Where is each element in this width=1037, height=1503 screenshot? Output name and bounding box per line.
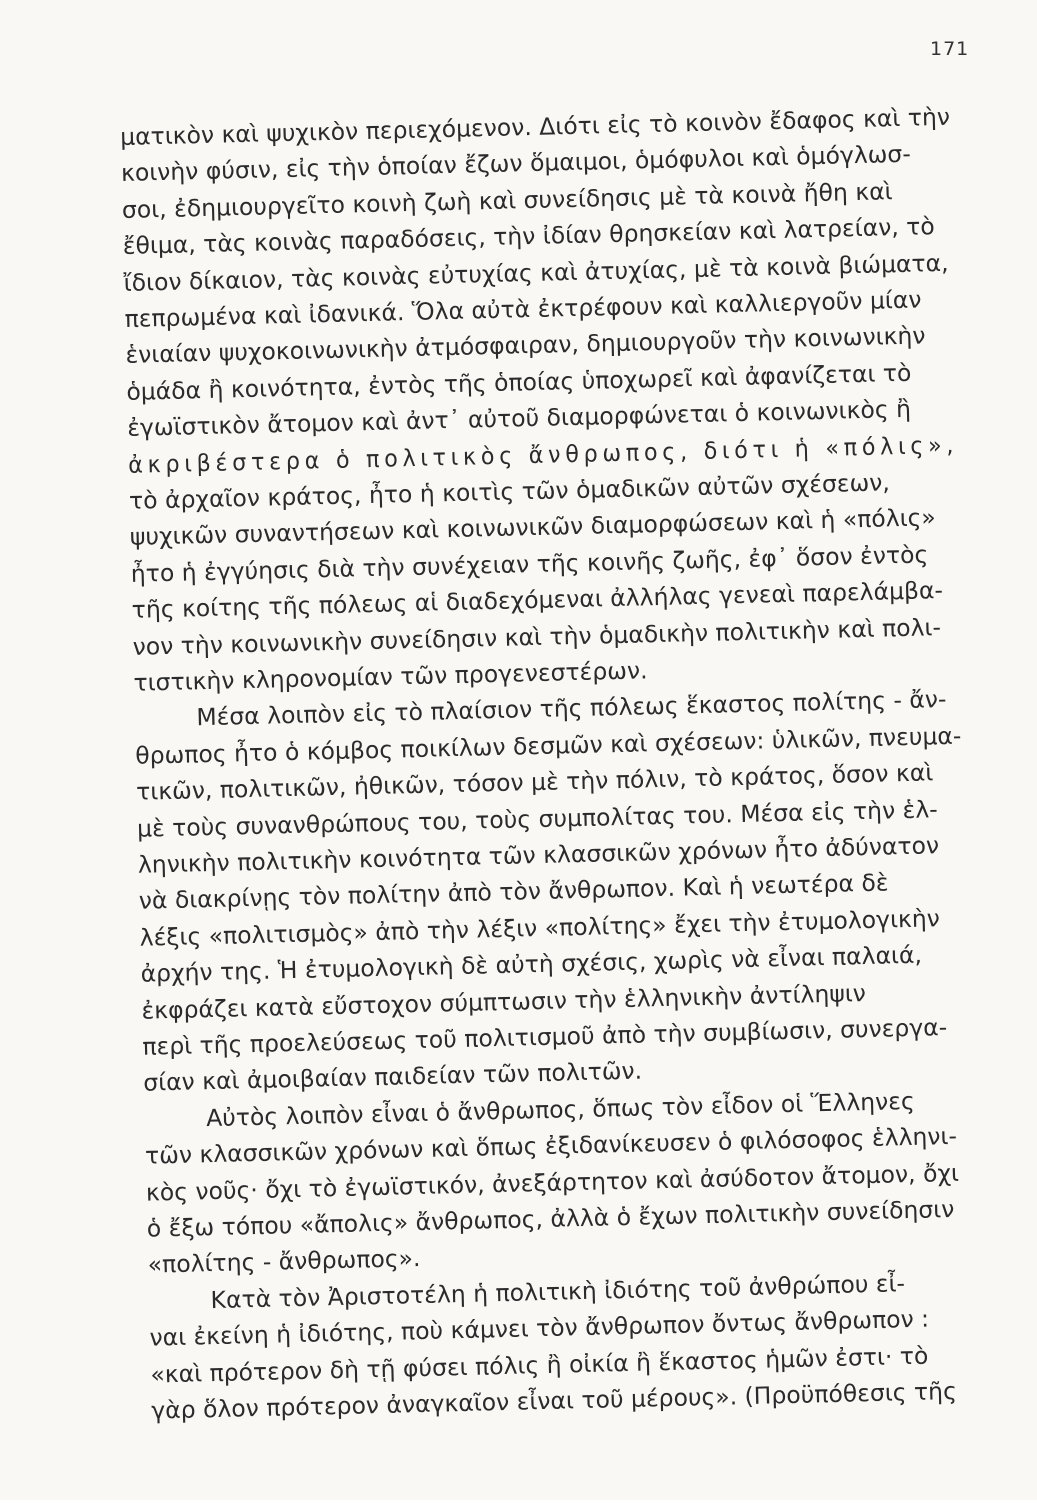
text-line: ἴδιον δίκαιον, τὰς κοινὰς εὐτυχίας καὶ ἀτυχίας, μὲ τὰ κοινὰ βιώματα, [123, 248, 949, 297]
text-line: νον τὴν κοινωνικὴν συνείδησιν καὶ τὴν ὁμαδικὴν πολιτικὴν καὶ πολι- [132, 612, 942, 661]
text-line: Κατὰ τὸν Ἀριστοτέλη ἡ πολιτικὴ ἰδιότης τοῦ ἀνθρώπου εἶ- [210, 1268, 906, 1314]
text-line: θρωπος ἦτο ὁ κόμβος ποικίλων δεσμῶν καὶ σχέσεων: ὑλικῶν, πνευμα- [134, 721, 962, 770]
text-line: «πολίτης - ἄνθρωπος». [147, 1244, 421, 1280]
text-line: τῶν κλασσικῶν χρόνων καὶ ὅπως ἐξιδανίκευσεν ὁ φιλόσοφος ἑλληνι- [144, 1122, 958, 1170]
text-line: ὁ ἔξω τόπου «ἄπολις» ἄνθρωπος, ἀλλὰ ὁ ἔχων πολιτικὴν συνείδησιν [146, 1194, 955, 1243]
text-line: γὰρ ὅλον πρότερον ἀναγκαῖον εἶναι τοῦ μέρους». (Προϋπόθεσις τῆς [150, 1376, 958, 1425]
text-line: νὰ διακρίνῃς τὸν πολίτην ἀπὸ τὸν ἄνθρωπον. Καὶ ἡ νεωτέρα δὲ [138, 868, 889, 916]
text-line: Αὐτὸς λοιπὸν εἶναι ὁ ἄνθρωπος, ὅπως τὸν εἶδον οἱ Ἕλληνες [205, 1086, 916, 1132]
text-line: τὸ ἀρχαῖον κράτος, ἦτο ἡ κοιτὶς τῶν ὁμαδικῶν αὐτῶν σχέσεων, [128, 468, 891, 515]
text-line: Μέσα λοιπὸν εἰς τὸ πλαίσιον τῆς πόλεως ἕκαστος πολίτης - ἄν- [196, 685, 947, 732]
text-line: τῆς κοίτης τῆς πόλεως αἱ διαδεχόμεναι ἀλλήλας γενεαὶ παρελάμβα- [131, 576, 944, 625]
text-line: ναι ἐκείνη ἡ ἰδιότης, ποὺ κάμνει τὸν ἄνθρωπον ὄντως ἄνθρωπον : [149, 1304, 930, 1352]
text-line: μὲ τοὺς συνανθρώπους του, τοὺς συμπολίτας του. Μέσα εἰς τὴν ἑλ- [136, 794, 938, 843]
text-line: ληνικὴν πολιτικὴν κοινότητα τῶν κλασσικῶν χρόνων ἦτο ἀδύνατον [137, 831, 940, 879]
text-line: κοινὴν φύσιν, εἰς τὴν ὁποίαν ἔζων ὅμαιμοι, ὁμόφυλοι καὶ ὁμόγλωσ- [120, 140, 912, 188]
text-line: ὁμάδα ἢ κοινότητα, ἐντὸς τῆς ὁποίας ὑποχωρεῖ καὶ ἀφανίζεται τὸ [126, 358, 912, 406]
text-line: κὸς νοῦς· ὄχι τὸ ἐγωϊστικόν, ἀνεξάρτητον καὶ ἀσύδοτον ἄτομον, ὄχι [145, 1158, 960, 1207]
text-line: τιστικὴν κληρονομίαν τῶν προγενεστέρων. [133, 656, 648, 697]
text-line: λέξις «πολιτισμὸς» ἀπὸ τὴν λέξιν «πολίτης» ἔχει τὴν ἐτυμολογικὴν [139, 904, 941, 952]
text-line: ἀρχήν της. Ἡ ἐτυμολογικὴ δὲ αὐτὴ σχέσις, χωρὶς νὰ εἶναι παλαιά, [140, 940, 923, 988]
text-line: ψυχικῶν συναντήσεων καὶ κοινωνικῶν διαμορφώσεων καὶ ἡ «πόλις» [129, 503, 937, 552]
text-line: ἐγωϊστικὸν ἄτομον καὶ ἀντ᾽ αὐτοῦ διαμορφώνεται ὁ κοινωνικὸς ἢ [126, 394, 912, 443]
text-line: ἑνιαίαν ψυχοκοινωνικὴν ἀτμόσφαιραν, δημιουργοῦν τὴν κοινωνικὴν [125, 321, 926, 370]
text-line: ἀκριβέστερα ὁ πολιτικὸς ἄνθρωπος, διότι ἡ «πόλις», [127, 430, 959, 479]
page-number: 171 [930, 38, 970, 60]
text-line: σοι, ἐδημιουργεῖτο κοινὴ ζωὴ καὶ συνείδησις μὲ τὰ κοινὰ ἤθη καὶ [121, 176, 893, 224]
text-line: ἔθιμα, τὰς κοινὰς παραδόσεις, τὴν ἰδίαν θρησκείαν καὶ λατρείαν, τὸ [122, 212, 936, 261]
text-line: πεπρωμένα καὶ ἰδανικά. Ὅλα αὐτὰ ἐκτρέφουν καὶ καλλιεργοῦν μίαν [124, 285, 922, 333]
text-line: περὶ τῆς προελεύσεως τοῦ πολιτισμοῦ ἀπὸ τὴν συμβίωσιν, συνεργα- [142, 1013, 948, 1061]
text-line: ἦτο ἡ ἐγγύησις διὰ τὴν συνέχειαν τῆς κοινῆς ζωῆς, ἐφ᾽ ὅσον ἐντὸς [130, 540, 929, 588]
text-line: ἐκφράζει κατὰ εὔστοχον σύμπτωσιν τὴν ἑλληνικὴν ἀντίληψιν [141, 978, 867, 1025]
text-line: «καὶ πρότερον δὴ τῇ φύσει πόλις ἢ οἰκία ἢ ἕκαστος ἡμῶν ἐστι· τὸ [150, 1341, 929, 1389]
text-line: ματικὸν καὶ ψυχικὸν περιεχόμενον. Διότι εἰς τὸ κοινὸν ἔδαφος καὶ τὴν [119, 102, 951, 151]
text-line: τικῶν, πολιτικῶν, ἠθικῶν, τόσον μὲ τὴν πόλιν, τὸ κράτος, ὅσον καὶ [135, 758, 934, 806]
text-line: σίαν καὶ ἀμοιβαίαν παιδείαν τῶν πολιτῶν. [142, 1056, 643, 1098]
